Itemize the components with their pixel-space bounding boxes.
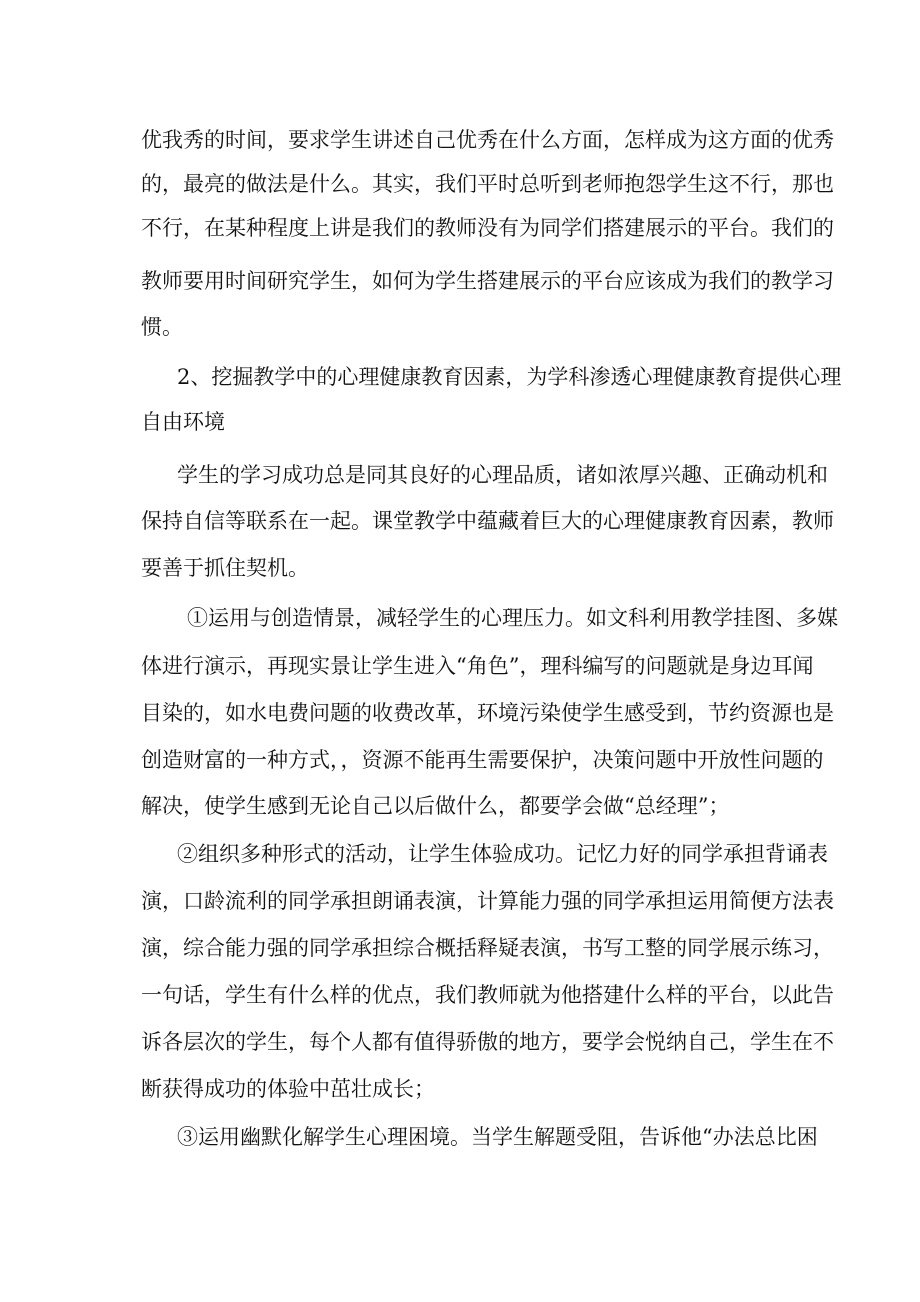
text-line: 不行，在某种程度上讲是我们的教师没有为同学们搭建展示的平台。我们的 [141,216,834,240]
text-line: 的，最亮的做法是什么。其实，我们平时总听到老师抱怨学生这不行，那也 [141,172,834,196]
text-line: 保持自信等联系在一起。课堂教学中蕴藏着巨大的心理健康教育因素，教师 [141,509,834,533]
text-line: 教师要用时间研究学生，如何为学生搭建展示的平台应该成为我们的教学习 [141,269,834,293]
text-line: 断获得成功的体验中茁壮成长； [141,1077,435,1101]
text-line: 目染的，如水电费问题的收费改革，环境污染使学生感受到，节约资源也是 [141,701,834,725]
text-line: 学生的学习成功总是同其良好的心理品质，诸如浓厚兴趣、正确动机和 [177,463,828,487]
text-line: 要善于抓住契机。 [141,556,309,580]
text-line: 惯。 [141,315,183,339]
text-line: 演，综合能力强的同学承担综合概括释疑表演，书写工整的同学展示练习， [141,936,834,960]
text-line: 体进行演示，再现实景让学生进入“角色”，理科编写的问题就是身边耳闻 [141,654,814,678]
section-heading-line: 自由环境 [141,410,225,434]
text-line: 演，口龄流利的同学承担朗诵表演，计算能力强的同学承担运用简便方法表 [141,889,834,913]
text-line: 一句话，学生有什么样的优点，我们教师就为他搭建什么样的平台，以此告 [141,983,834,1007]
text-line: ③运用幽默化解学生心理困境。当学生解题受阻，告诉他“办法总比困 [177,1125,818,1149]
text-line: 诉各层次的学生，每个人都有值得骄傲的地方，要学会悦纳自己，学生在不 [141,1030,834,1054]
text-line: ①运用与创造情景，减轻学生的心理压力。如文科利用教学挂图、多媒 [187,606,838,630]
text-line: 创造财富的一种方式，，资源不能再生需要保护，决策问题中开放性问题的 [141,748,824,772]
text-line: ②组织多种形式的活动，让学生体验成功。记忆力好的同学承担背诵表 [177,842,828,866]
section-heading-line: 2、挖掘教学中的心理健康教育因素，为学科渗透心理健康教育提供心理 [177,365,842,389]
text-line: 优我秀的时间，要求学生讲述自己优秀在什么方面，怎样成为这方面的优秀 [141,128,834,152]
text-line: 解决，使学生感到无论自己以后做什么，都要学会做“总经理”； [141,794,730,818]
